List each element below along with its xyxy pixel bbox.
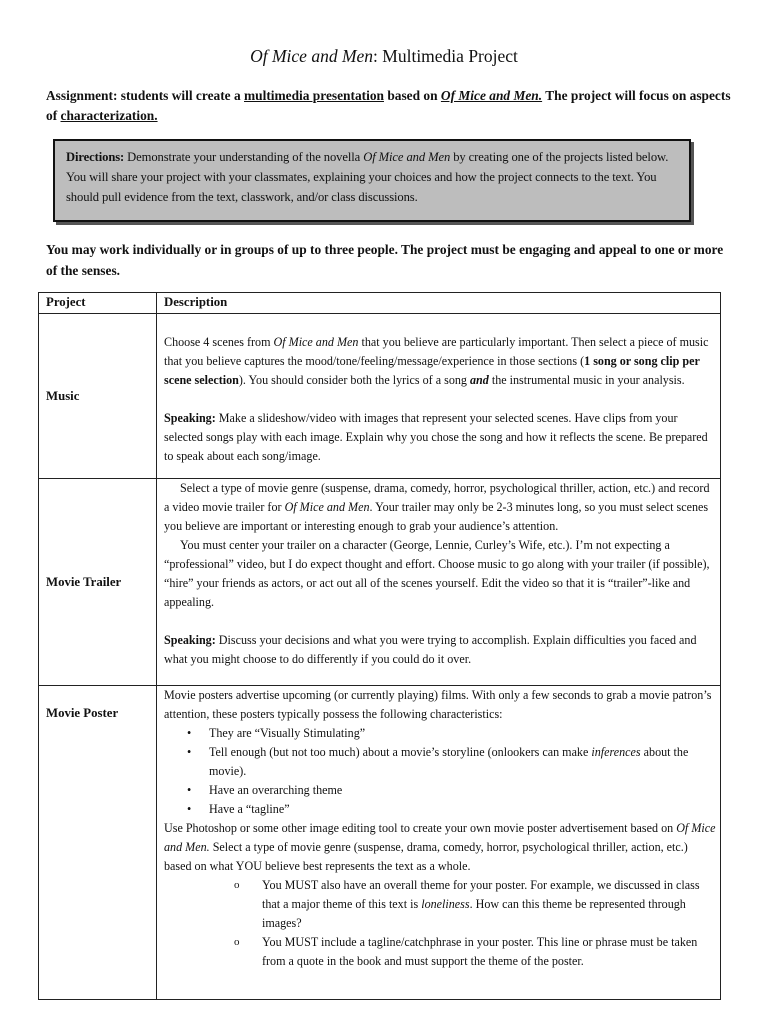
- table-row-music: [39, 314, 721, 479]
- table-row-trailer: [39, 479, 721, 686]
- title-rest: : Multimedia Project: [373, 46, 518, 66]
- music-speaking: Speaking: Make a slideshow/video with images that represent your selected scenes. Have clips from your selected songs play with each image. Explain why you chose the song and how it reflects the scene. Be prepared to speak about each song/image.: [164, 411, 708, 463]
- description-trailer: [157, 479, 721, 686]
- trailer-paragraph-1: Select a type of movie genre (suspense, drama, comedy, horror, psychological thriller, action, etc.) and record a video movie trailer for Of Mice and Men. Your trailer may only be 2-3 minutes long, so you must select scenes you believe are important or interesting enough to grab your audience’s attention.: [164, 481, 710, 533]
- header-description: Description: [157, 293, 721, 314]
- directions-text-1: Demonstrate your understanding of the novella: [124, 150, 364, 164]
- poster-characteristics-list: [164, 724, 717, 819]
- directions-text-2: by creating one of the projects listed below. You will share your project with your classmates, explaining your choices and how the project connects to the text. You should pull evidence from the text, classwork, and/or class discussions.: [66, 150, 669, 204]
- description-music: [157, 314, 721, 479]
- assignment-book: Of Mice and Men.: [440, 88, 543, 103]
- assignment-text-3: The project will focus on aspects of: [46, 88, 731, 123]
- project-name-poster: Movie Poster: [39, 686, 157, 1000]
- trailer-paragraph-2: You must center your trailer on a character (George, Lennie, Curley’s Wife, etc.). I’m not expecting a “professional” video, but I do expect thought and effort. Choose music to go along with your trailer (if possible), “hire” your friends as actors, or act out all of the scenes yourself. Edit the video so that it is “trailer”-like and appealing.: [164, 538, 710, 609]
- assignment-statement: [46, 86, 736, 126]
- project-name-music: Music: [39, 314, 157, 479]
- assignment-characterization: characterization.: [60, 108, 158, 123]
- directions-label: Directions:: [66, 150, 125, 164]
- title-book-name: Of Mice and Men: [250, 46, 374, 66]
- assignment-text-2: based on: [383, 88, 441, 103]
- poster-requirements-list: [164, 876, 717, 971]
- table-header-row: [39, 293, 721, 314]
- list-item: • Have an overarching theme: [209, 781, 717, 800]
- table-row-poster: [39, 686, 721, 1000]
- directions-box: [53, 139, 691, 222]
- group-work-note: You may work individually or in groups of up to three people. The project must be engaging and appeal to one or more of the senses.: [46, 242, 724, 278]
- directions-book: Of Mice and Men: [363, 150, 451, 164]
- assignment-text-1: Assignment: students will create a: [46, 88, 244, 103]
- projects-table: [38, 292, 721, 1000]
- list-item: o You MUST include a tagline/catchphrase in your poster. This line or phrase must be taken from a quote in the book and must support the theme of the poster.: [262, 933, 717, 971]
- music-paragraph: Choose 4 scenes from Of Mice and Men that you believe are particularly important. Then select a piece of music that you believe captures the mood/tone/feeling/message/experience in those sections (1 song or song clip per scene selection). You should consider both the lyrics of a song and the instrumental music in your analysis.: [164, 335, 709, 387]
- page-title: [0, 46, 768, 67]
- trailer-speaking: Speaking: Discuss your decisions and what you were trying to accomplish. Explain difficulties you faced and what you might choose to do differently if you could do it over.: [164, 633, 697, 666]
- poster-intro: Movie posters advertise upcoming (or currently playing) films. With only a few seconds to grab a movie patron’s attention, these posters typically possess the following characteristics:: [164, 688, 712, 721]
- list-item: • Have a “tagline”: [209, 800, 717, 819]
- description-poster: [157, 686, 721, 1000]
- poster-paragraph-2: Use Photoshop or some other image editing tool to create your own movie poster advertisement based on Of Mice and Men. Select a type of movie genre (suspense, drama, comedy, horror, psychological thriller, action, etc.) based on what YOU believe best represents the text as a whole.: [164, 821, 716, 873]
- list-item: • They are “Visually Stimulating”: [209, 724, 717, 743]
- project-name-trailer: Movie Trailer: [39, 479, 157, 686]
- list-item: • Tell enough (but not too much) about a movie’s storyline (onlookers can make inferences about the movie).: [209, 743, 717, 781]
- list-item: o You MUST also have an overall theme for your poster. For example, we discussed in class that a major theme of this text is loneliness. How can this theme be represented through images?: [262, 876, 717, 933]
- assignment-multimedia: multimedia presentation: [244, 88, 384, 103]
- header-project: Project: [39, 293, 157, 314]
